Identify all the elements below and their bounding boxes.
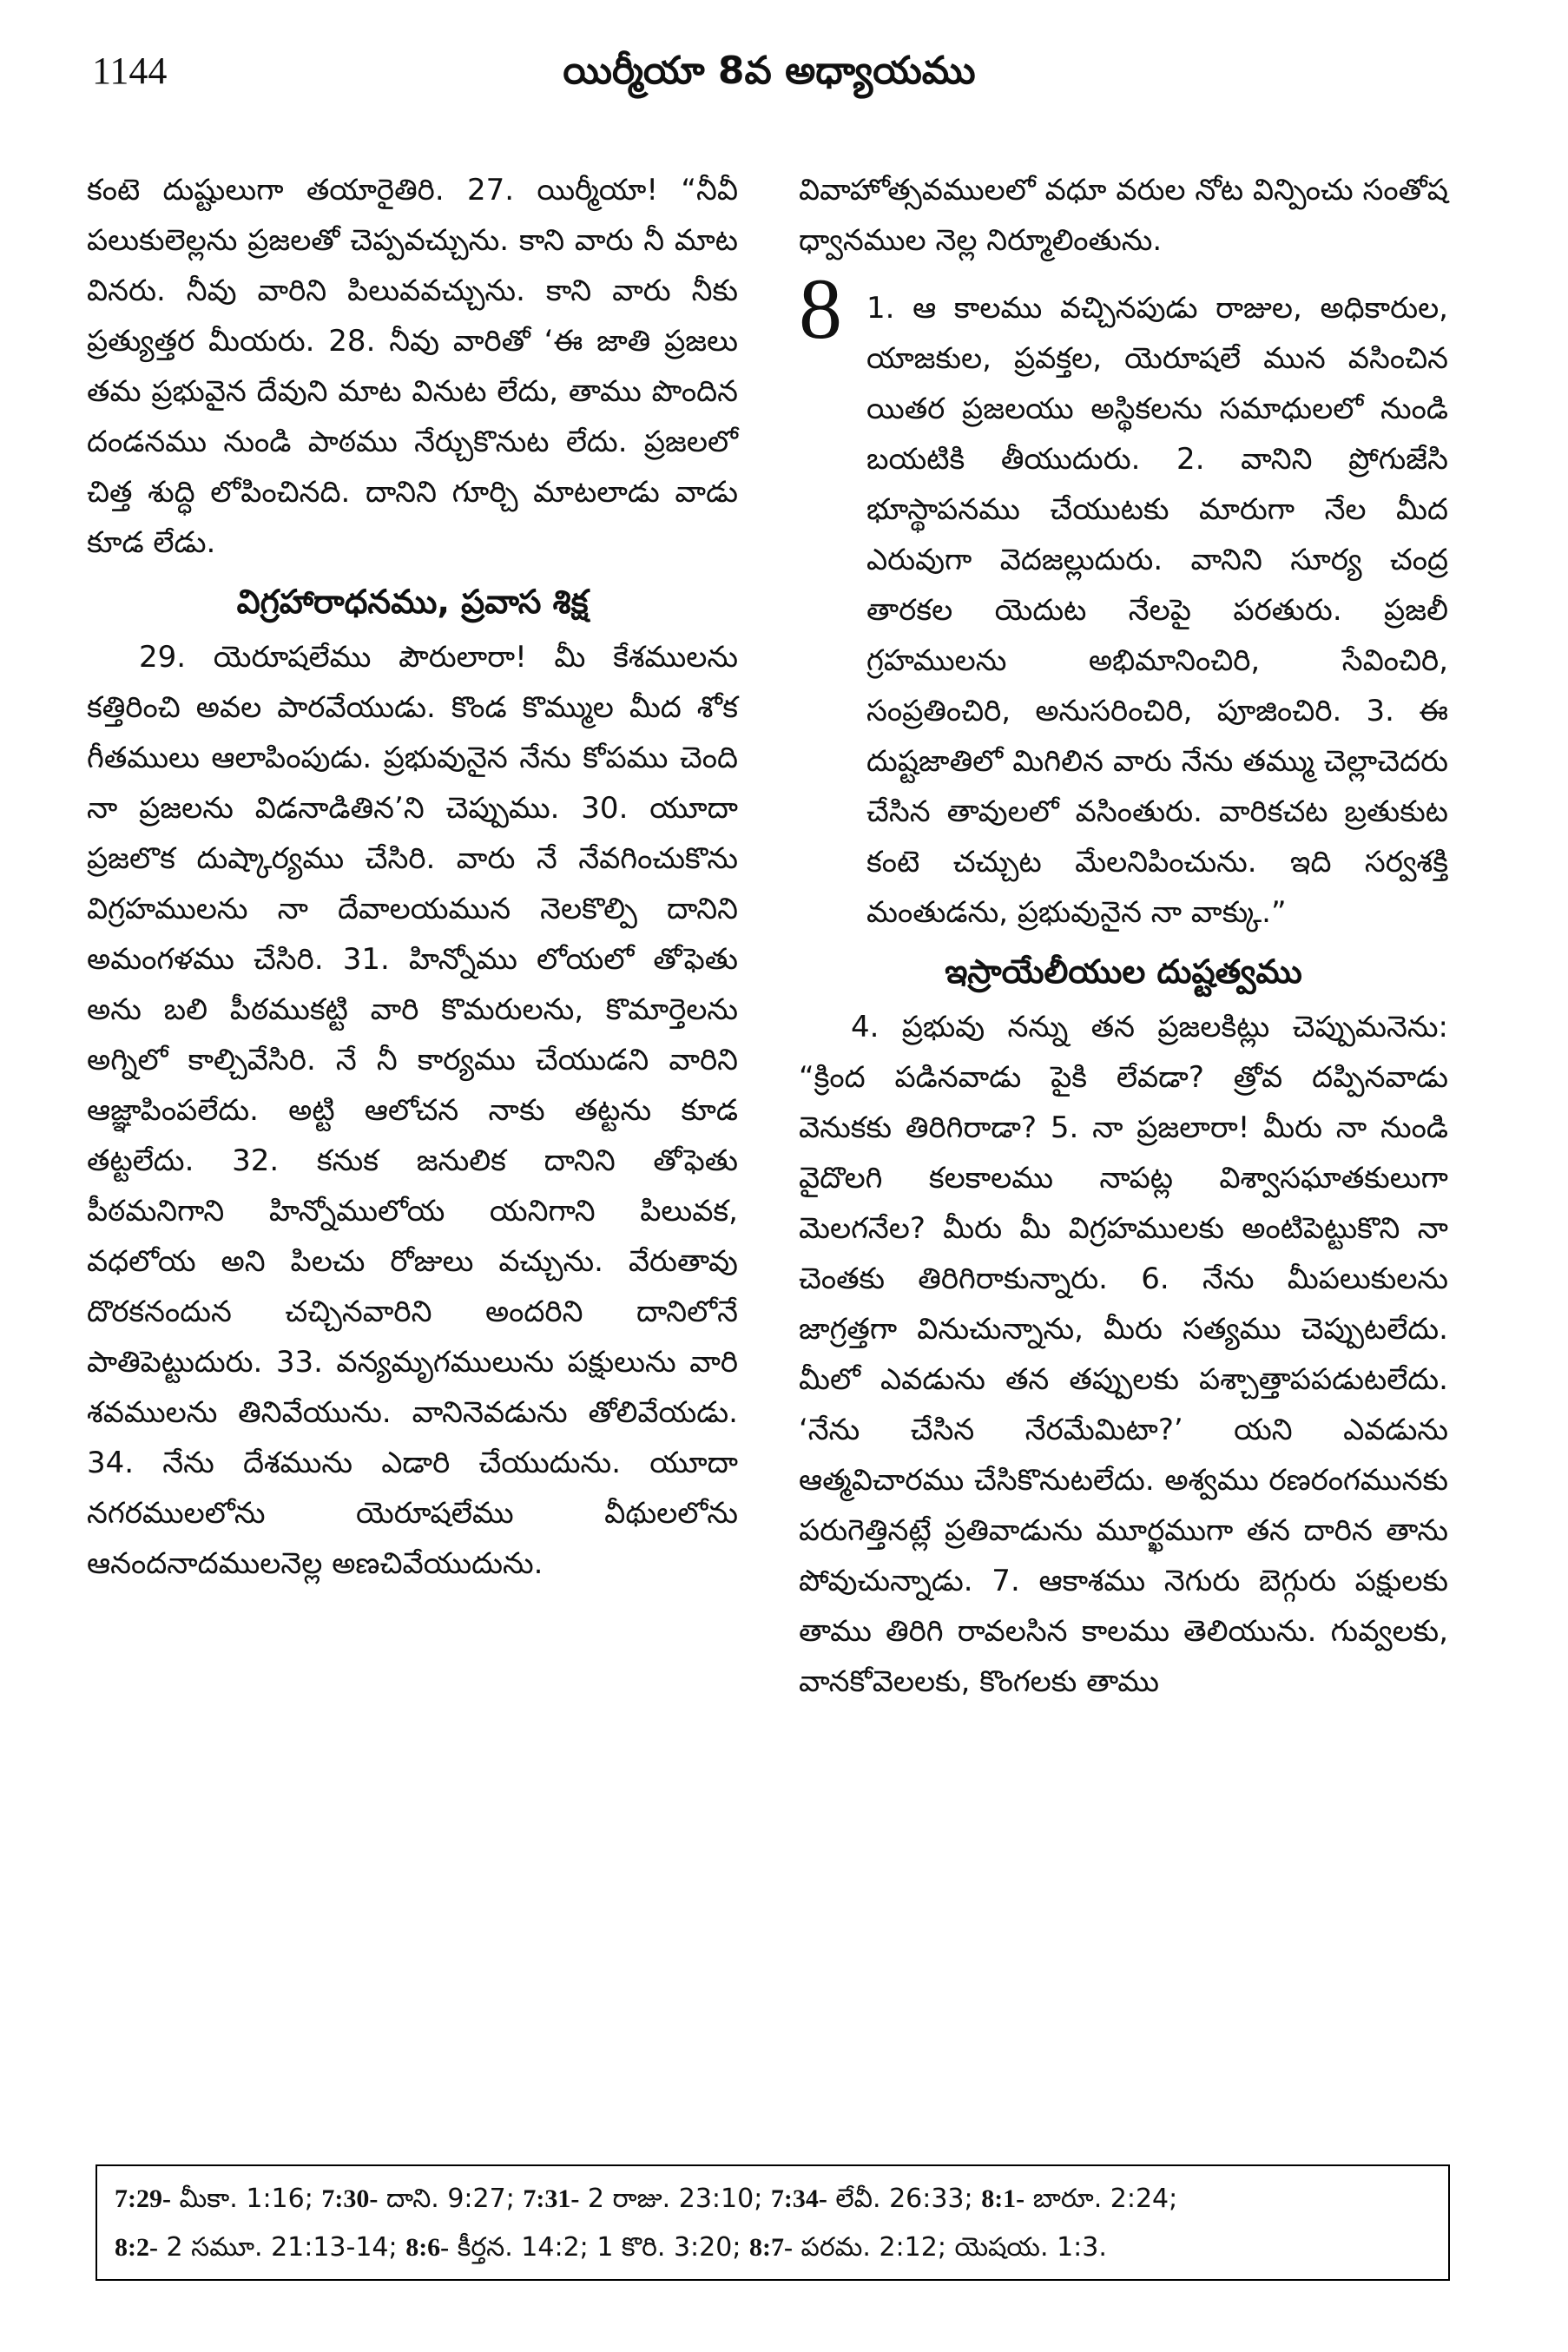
cross-reference — [771, 2184, 973, 2214]
left-column — [87, 165, 738, 1589]
ref-key: 8:1- — [981, 2184, 1025, 2213]
paragraph: 29. యెరూషలేము పౌరులారా! మీ కేశములను కత్తిరించి అవల పారవేయుడు. కొండ కొమ్ముల మీద శోక గీతములు ఆలాపింపుడు. ప్రభువునైన నేను కోపము చెంది నా ప్రజలను విడనాడితిన’ని చెప్పుము. 30. యూదా ప్రజలొక దుష్కార్యము చేసిరి. వారు నే నేవగించుకొను విగ్రహములను నా దేవాలయమున నెలకొల్పి దానిని అమంగళము చేసిరి. 31. హిన్నోము లోయలో తోఫెతు అను బలి పీఠముకట్టి వారి కొమరులను, కొమార్తెలను అగ్నిలో కాల్చివేసిరి. నే నీ కార్యము చేయుడని వారిని ఆజ్ఞాపింపలేదు. అట్టి ఆలోచన నాకు తట్టను కూడ తట్టలేదు. 32. కనుక జనులిక దానిని తోఫెతు పీఠమనిగాని హిన్నోములోయ యనిగాని పిలువక, వధలోయ అని పిలచు రోజులు వచ్చును. వేరుతావు దొరకనందున చచ్చినవారిని అందరిని దానిలోనే పాతిపెట్టుదురు. 33. వన్యమృగములును పక్షులును వారి శవములను తినివేయును. వానినెవడును తోలివేయడు. 34. నేను దేశమును ఎడారి చేయుదును. యూదా నగరములలోను యెరూషలేము వీథులలోను ఆనందనాదములనెల్ల అణచివేయుదును. — [87, 640, 738, 1581]
ref-text: బారూ. 2:24; — [1032, 2184, 1178, 2214]
ref-text: మీకా. 1:16; — [179, 2184, 313, 2214]
cross-reference — [749, 2232, 1107, 2263]
paragraph: 1. ఆ కాలము వచ్చినపుడు రాజుల, అధికారుల, యాజకుల, ప్రవక్తల, యెరూషలే మున వసించిన యితర ప్రజలయు అస్థికలను సమాధులలో నుండి బయటికి తీయుదురు. 2. వానిని ప్రోగుజేసి భూస్థాపనము చేయుటకు మారుగా నేల మీద ఎరువుగా వెదజల్లుదురు. వానిని సూర్య చంద్ర తారకల యెదుట నేలపై పరతురు. ప్రజలీ గ్రహములను అభిమానించిరి, సేవించిరి, సంప్రతించిరి, అనుసరించిరి, పూజించిరి. 3. ఈ దుష్టజాతిలో మిగిలిన వారు నేను తమ్ము చెల్లాచెదరు చేసిన తావులలో వసింతురు. వారికచట బ్రతుకుట కంటె చచ్చుట మేలనిపించును. ఇది సర్వశక్తి మంతుడను, ప్రభువునైన నా వాక్కు.” — [866, 291, 1448, 930]
ref-text: లేవీ. 26:33; — [835, 2184, 973, 2214]
paragraph: వివాహోత్సవములలో వధూ వరుల నోట విన్పించు సంతోష ధ్వానముల నెల్ల నిర్మూలింతును. — [799, 173, 1448, 258]
paragraph: కంటె దుష్టులుగా తయారైతిరి. 27. యిర్మీయా! “నీవీ పలుకులెల్లను ప్రజలతో చెప్పవచ్చును. కాని వారు నీ మాట వినరు. నీవు వారిని పిలువవచ్చును. కాని వారు నీకు ప్రత్యుత్తర మీయరు. 28. నీవు వారితో ‘ఈ జాతి ప్రజలు తమ ప్రభువైన దేవుని మాట వినుట లేదు, తాము పొందిన దండనము నుండి పాఠము నేర్చుకొనుట లేదు. ప్రజలలో చిత్త శుద్ధి లోపించినది. దానిని గూర్చి మాటలాడు వాడు కూడ లేడు. — [87, 173, 738, 560]
ref-key: 7:29- — [115, 2184, 171, 2213]
chapter-number: 8 — [799, 260, 842, 357]
ref-text: 2 సమూ. 21:13-14; — [166, 2232, 398, 2263]
ref-key: 8:6- — [405, 2233, 450, 2262]
section-heading: ఇస్రాయేలీయుల దుష్టత్వము — [945, 952, 1302, 991]
cross-reference — [115, 2184, 313, 2214]
page-header — [92, 49, 1446, 118]
ref-text: కీర్తన. 14:2; 1 కొరి. 3:20; — [457, 2232, 741, 2263]
cross-reference — [405, 2232, 741, 2263]
ref-key: 7:34- — [770, 2184, 827, 2213]
paragraph: 4. ప్రభువు నన్ను తన ప్రజలకిట్లు చెప్పుమనెను: “క్రింద పడినవాడు పైకి లేవడా? త్రోవ దప్పినవాడు వెనుకకు తిరిగిరాడా? 5. నా ప్రజలారా! మీరు నా నుండి వైదొలగి కలకాలము నాపట్ల విశ్వాసఘాతకులుగా మెలగనేల? మీరు మీ విగ్రహములకు అంటిపెట్టుకొని నా చెంతకు తిరిగిరాకున్నారు. 6. నేను మీపలుకులను జాగ్రత్తగా వినుచున్నాను, మీరు సత్యము చెప్పుటలేదు. మీలో ఎవడును తన తప్పులకు పశ్చాత్తాపపడుటలేదు. ‘నేను చేసిన నేరమేమిటా?’ యని ఎవడును ఆత్మవిచారము చేసికొనుటలేదు. అశ్వము రణరంగమునకు పరుగెత్తినట్లే ప్రతివాడును మూర్ఖముగా తన దారిన తాను పోవుచున్నాడు. 7. ఆకాశము నెగురు బెగ్గురు పక్షులకు తాము తిరిగి రావలసిన కాలము తెలియును. గువ్వలకు, వానకోవెలలకు, కొంగలకు తాము — [799, 1010, 1448, 1699]
running-title: యిర్మీయా 8వ అధ్యాయము — [563, 49, 976, 93]
page-number: 1144 — [92, 49, 168, 92]
chapter-start — [799, 260, 1448, 938]
cross-reference — [321, 2184, 514, 2214]
cross-reference — [523, 2184, 762, 2214]
cross-reference — [115, 2232, 398, 2263]
ref-key: 8:7- — [748, 2233, 793, 2262]
ref-key: 7:30- — [321, 2184, 379, 2213]
section-heading: విగ్రహారాధనము, ప్రవాస శిక్ష — [236, 583, 589, 621]
ref-text: పరమ. 2:12; యెషయ. 1:3. — [800, 2232, 1107, 2263]
cross-reference — [981, 2184, 1177, 2214]
right-column — [799, 165, 1448, 1707]
cross-references-box — [96, 2164, 1450, 2281]
ref-text: 2 రాజు. 23:10; — [587, 2184, 763, 2214]
ref-key: 8:2- — [115, 2233, 158, 2262]
ref-text: దాని. 9:27; — [385, 2184, 515, 2214]
ref-key: 7:31- — [523, 2184, 580, 2213]
